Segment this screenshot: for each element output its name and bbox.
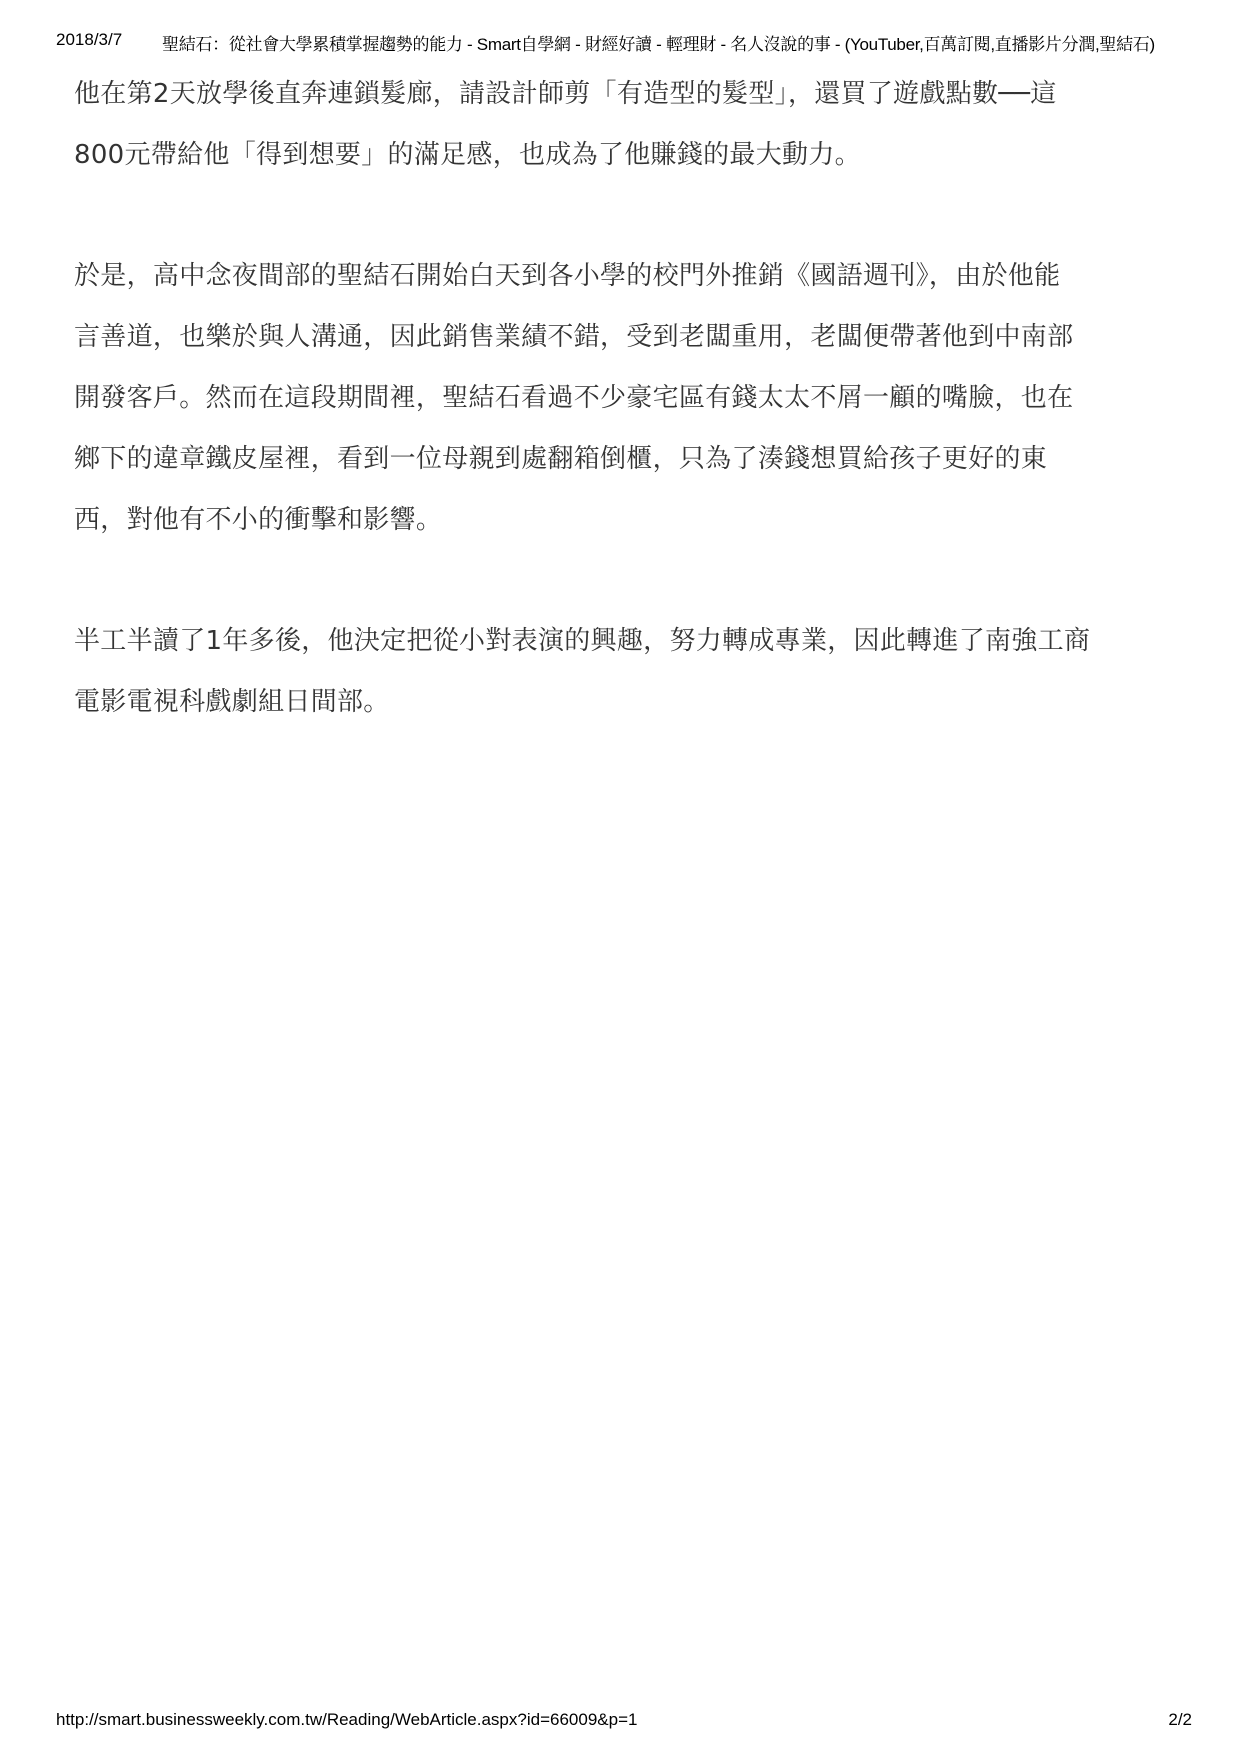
print-page-number: 2/2 (1168, 1710, 1192, 1729)
print-date: 2018/3/7 (56, 30, 123, 49)
paragraph (74, 611, 1174, 733)
article-body (74, 64, 1174, 793)
paragraph-line: 於是，高中念夜間部的聖結石開始白天到各小學的校門外推銷《國語週刊》，由於他能 (74, 261, 1061, 291)
print-footer (0, 1700, 1240, 1740)
paragraph-line: 800元帶給他「得到想要」的滿足感，也成為了他賺錢的最大動力。 (74, 140, 861, 170)
paragraph-line: 電影電視科戲劇組日間部。 (74, 687, 390, 717)
paragraph-line: 西，對他有不小的衝擊和影響。 (74, 505, 443, 535)
paragraph-line: 鄉下的違章鐵皮屋裡，看到一位母親到處翻箱倒櫃，只為了湊錢想買給孩子更好的東 (74, 444, 1048, 474)
print-page-title: 聖結石：從社會大學累積掌握趨勢的能力 - Smart自學網 - 財經好讀 - 輕理財 - 名人沒說的事 - (YouTuber,百萬訂閱,直播影片分潤,聖結石) (162, 35, 1155, 54)
paragraph (74, 64, 1174, 186)
print-header (0, 0, 1240, 60)
paragraph (74, 246, 1174, 551)
print-url: http://smart.businessweekly.com.tw/Reading/WebArticle.aspx?id=66009&p=1 (56, 1710, 638, 1729)
paragraph-line: 半工半讀了1年多後，他決定把從小對表演的興趣，努力轉成專業，因此轉進了南強工商 (74, 626, 1091, 656)
paragraph-line: 言善道，也樂於與人溝通，因此銷售業績不錯，受到老闆重用，老闆便帶著他到中南部 (74, 322, 1074, 352)
paragraph-line: 開發客戶。然而在這段期間裡，聖結石看過不少豪宅區有錢太太不屑一顧的嘴臉，也在 (74, 383, 1074, 413)
paragraph-line: 他在第2天放學後直奔連鎖髮廊，請設計師剪「有造型的髮型」，還買了遊戲點數──這 (74, 79, 1057, 109)
